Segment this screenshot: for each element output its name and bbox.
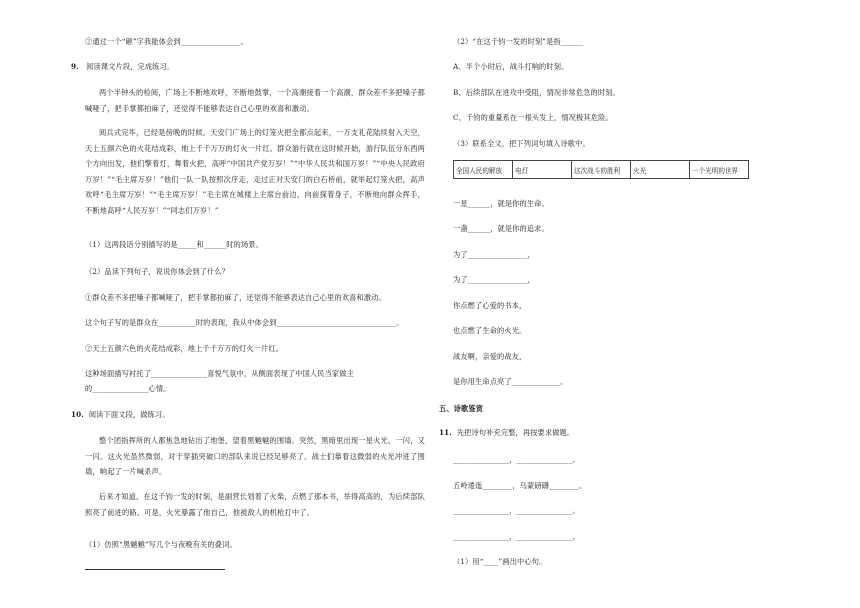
poem-line-8: 是你用生命点亮了_____________。 xyxy=(453,377,568,386)
section-5-heading: 五、诗歌鉴赏 xyxy=(439,404,484,413)
q10-sub-1: （1）仿照“黑魆魆”写几个与夜晚有关的叠词。 xyxy=(85,540,237,549)
q9-sub-2: （2）品读下列句子，说说你体会到了什么？ xyxy=(85,267,230,276)
q9-sentence-2-prompt: 这种场面描写衬托了_______________喜悦气氛中，从侧面表现了中国人民当家做主 xyxy=(85,369,354,378)
poem-line-7: 战友啊，亲爱的战友， xyxy=(453,352,527,361)
q10-number: 10. xyxy=(71,410,84,419)
q11-sub-1: （1）用“____”画出中心句。 xyxy=(453,557,547,566)
q10-passage-paragraph-2: 后来才知道，在这千钧一发的时刻，是副营长划着了火柴，点燃了那本书，举得高高的，为后续部队照亮了前进的路。可是，火光暴露了他自己，他被敌人的机枪打中了。 xyxy=(85,492,425,517)
poem-line-3: 为了________________， xyxy=(453,250,535,259)
poem-line-2: 一盏______，就是你的追求。 xyxy=(453,224,549,233)
q10-option-c: C、千钧的重量系在一根头发上，情况极其危险。 xyxy=(453,113,613,122)
q10-sub-2: （2）“在这千钧一发的时刻”是指______ xyxy=(453,37,584,46)
q9-sub-1: （1）这两段话分别描写的是_____和______时的场景。 xyxy=(85,240,263,249)
poem-line-4: 为了________________， xyxy=(453,275,535,284)
word-bank-cell: 一个光明的世界 xyxy=(690,161,749,179)
word-bank-cell: 这次战斗的胜利 xyxy=(572,161,631,179)
q9-heading xyxy=(71,62,174,72)
q9-passage-paragraph-2: 阅兵式完毕，已经是傍晚的时候。天安门广场上的灯笼火把全都点起来，一万支礼花陆续射入天空，天上五颜六色的火花结成彩，地上千千万万的灯火一片红。群众游行就在这时候开始，游行队伍分东西两个方向出发，他们擎着灯，舞着火把，高呼“中国共产党万岁！”“中华人民共和国万岁！”“中央人民政府万岁！”“毛主席万岁！”他们一队一队按照次序走，走过正对天安门的白石桥前，就举起灯笼火把，高声欢呼“毛主席万岁！”“毛主席万岁！”毛主席在城楼上主席台前边，向前探着身子，不断地向群众挥手，不断地高呼“人民万岁！”“同志们万岁！” xyxy=(85,128,425,215)
word-bank-row xyxy=(454,161,749,179)
word-bank-table xyxy=(453,160,749,179)
q10-sub-3: （3）联系全文，把下列词句填入诗歌中。 xyxy=(453,139,590,148)
q11-poem-line-3: _______________，_______________。 xyxy=(453,506,580,515)
q10-passage-paragraph-1: 整个团指挥所的人都焦急地钻出了地堡，望着黑魆魆的围墙。突然，黑暗里出现一星火光，一闪，又一闪。这火光虽然微弱，对于穿插突破口的部队来说已经足够亮了。战士们靠着这微弱的火光冲进了围墙，响起了一片喊杀声。 xyxy=(85,436,425,476)
q9-instruction: 阅读课文片段，完成练习。 xyxy=(86,62,175,71)
word-bank-cell: 火光 xyxy=(631,161,690,179)
q11-poem-line-4: _______________，_______________。 xyxy=(453,532,580,541)
q10-sub-1-answer-line[interactable] xyxy=(85,569,225,570)
poem-line-6: 也点燃了生命的火光。 xyxy=(453,326,527,335)
q9-passage-paragraph-1: 两个半钟头的检阅，广场上不断地欢呼，不断地鼓掌，一个高潮接着一个高潮，群众差不多把嗓子都喊哑了，把手掌都拍麻了，还觉得不能够表达自己心里的欢喜和激动。 xyxy=(85,88,425,113)
q9-sentence-2-prompt-cont: 的_______________心情。 xyxy=(85,384,171,393)
word-bank-cell: 全国人民的解放 xyxy=(454,161,513,179)
q10-instruction: 阅读下面文段，做练习。 xyxy=(88,410,170,419)
q11-number: 11. xyxy=(439,428,452,437)
q11-instruction: 先把诗句补充完整，再按要求做题。 xyxy=(456,428,575,437)
q9-sentence-2: ②天上五颜六色的火花结成彩，地上千千万万的灯火一片红。 xyxy=(85,344,284,353)
q10-option-a: A、半个小时后，战斗打响的时刻。 xyxy=(453,62,569,71)
q8-item-2: ②通过一个“砸”字我能体会到________________。 xyxy=(85,37,248,46)
poem-line-1: 一星______，就是你的生命。 xyxy=(453,199,549,208)
q11-poem-line-2: 五岭逶迤________，乌蒙磅礴________。 xyxy=(453,481,587,490)
q9-sentence-1-prompt: 这个句子写的是群众在__________时的表现，我从中体会到________________________________。 xyxy=(85,318,404,327)
q11-heading xyxy=(439,428,574,438)
q10-option-b: B、后续部队在进攻中受阻，情况非常危急的时刻。 xyxy=(453,88,620,97)
q10-heading xyxy=(71,410,170,420)
word-bank-cell: 电灯 xyxy=(513,161,572,179)
poem-line-5: 你点燃了心爱的书本， xyxy=(453,301,527,310)
q11-poem-line-1: _______________，_______________。 xyxy=(453,455,580,464)
q9-sentence-1: ①群众差不多把嗓子都喊哑了，把手掌都拍麻了，还觉得不能够表达自己心里的欢喜和激动。 xyxy=(85,293,386,302)
q9-number: 9. xyxy=(71,62,79,71)
